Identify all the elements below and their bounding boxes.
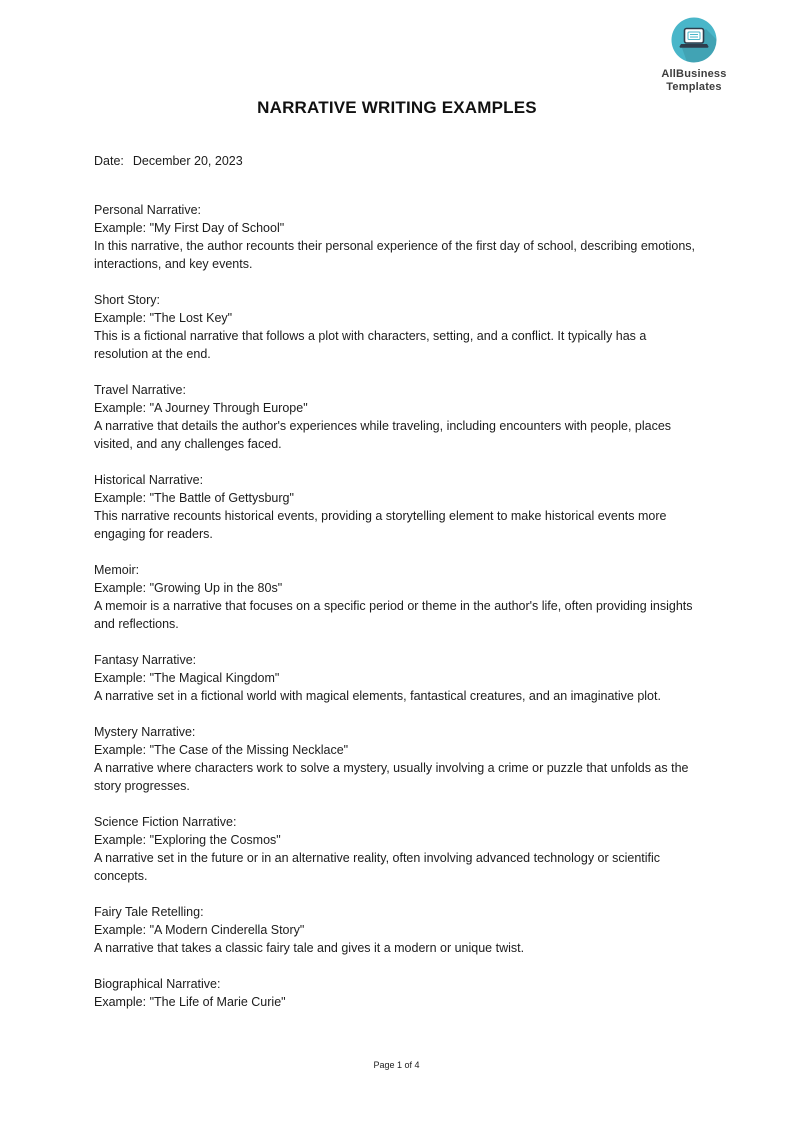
section-example: Example: "My First Day of School"	[94, 221, 285, 235]
page-title: NARRATIVE WRITING EXAMPLES	[257, 98, 537, 117]
section-example: Example: "Growing Up in the 80s"	[94, 581, 283, 595]
logo-brand-line1: AllBusiness	[661, 68, 727, 80]
section-example: Example: "The Life of Marie Curie"	[94, 995, 286, 1009]
section-description: A narrative set in the future or in an alternative reality, often involving advanced technology or scientific concepts.	[94, 851, 661, 883]
section-short-story	[94, 291, 700, 363]
section-example: Example: "A Journey Through Europe"	[94, 401, 308, 415]
section-example: Example: "A Modern Cinderella Story"	[94, 923, 305, 937]
section-historical-narrative	[94, 471, 700, 543]
section-heading: Travel Narrative:	[94, 383, 186, 397]
section-heading: Fairy Tale Retelling:	[94, 905, 204, 919]
section-description: A narrative where characters work to solve a mystery, usually involving a crime or puzzle that unfolds as the story progresses.	[94, 761, 689, 793]
page-indicator: Page 1 of 4	[373, 1060, 420, 1070]
section-example: Example: "The Battle of Gettysburg"	[94, 491, 294, 505]
section-example: Example: "The Case of the Missing Necklace"	[94, 743, 349, 757]
section-biographical-narrative	[94, 975, 700, 1011]
section-science-fiction-narrative	[94, 813, 700, 885]
section-mystery-narrative	[94, 723, 700, 795]
section-description: A narrative that takes a classic fairy tale and gives it a modern or unique twist.	[94, 941, 525, 955]
date-line	[94, 152, 700, 170]
date-label: Date:	[94, 154, 124, 168]
section-description: A narrative set in a fictional world with magical elements, fantastical creatures, and an imaginative plot.	[94, 689, 661, 703]
section-description: In this narrative, the author recounts their personal experience of the first day of school, describing emotions, interactions, and key events.	[94, 239, 696, 271]
section-example: Example: "Exploring the Cosmos"	[94, 833, 281, 847]
document-content	[94, 0, 700, 1029]
date-value: December 20, 2023	[132, 154, 243, 168]
section-heading: Biographical Narrative:	[94, 977, 221, 991]
section-heading: Science Fiction Narrative:	[94, 815, 237, 829]
section-heading: Historical Narrative:	[94, 473, 204, 487]
section-example: Example: "The Magical Kingdom"	[94, 671, 280, 685]
section-description: A memoir is a narrative that focuses on a specific period or theme in the author's life, often providing insights and reflections.	[94, 599, 693, 631]
section-personal-narrative	[94, 201, 700, 273]
section-heading: Memoir:	[94, 563, 140, 577]
section-heading: Fantasy Narrative:	[94, 653, 197, 667]
section-description: This is a fictional narrative that follows a plot with characters, setting, and a conflict. It typically has a resolution at the end.	[94, 329, 647, 361]
logo-brand-line2: Templates	[666, 81, 722, 93]
section-memoir	[94, 561, 700, 633]
section-fantasy-narrative	[94, 651, 700, 705]
section-heading: Short Story:	[94, 293, 160, 307]
page-footer	[0, 1060, 793, 1070]
section-description: This narrative recounts historical events, providing a storytelling element to make historical events more engaging for readers.	[94, 509, 667, 541]
section-heading: Mystery Narrative:	[94, 725, 196, 739]
section-travel-narrative	[94, 381, 700, 453]
section-description: A narrative that details the author's experiences while traveling, including encounters with people, places visited, and any challenges faced.	[94, 419, 672, 451]
section-heading: Personal Narrative:	[94, 203, 201, 217]
section-fairy-tale-retelling	[94, 903, 700, 957]
sections-list	[94, 201, 700, 1011]
section-example: Example: "The Lost Key"	[94, 311, 233, 325]
